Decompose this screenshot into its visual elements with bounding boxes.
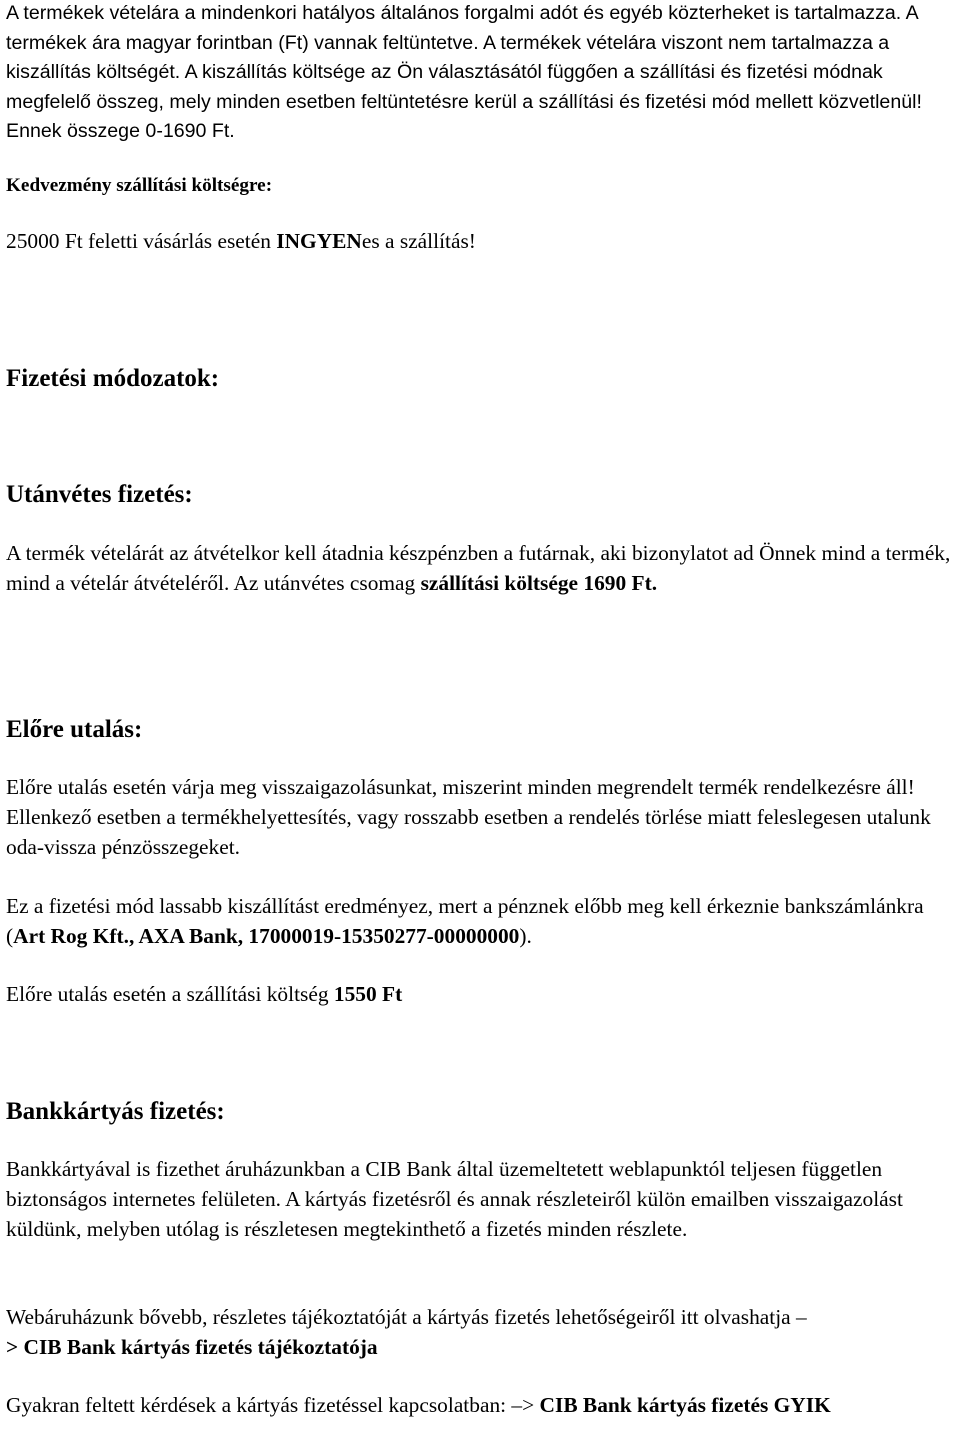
card-heading <box>6 1097 954 1127</box>
transfer-p2-close: ). <box>519 923 532 948</box>
cib-info-link[interactable] <box>6 1335 378 1359</box>
transfer-heading-text: Előre utalás: <box>6 716 143 743</box>
cib-faq-link[interactable] <box>540 1393 831 1417</box>
card-paragraph-2 <box>6 1303 954 1363</box>
card-paragraph-1: Bankkártyával is fizethet áruházunkban a CIB Bank által üzemeltetett weblapunktól teljesen független biztonságos internetes felületen. A kártyás fizetésről és annak részleteiről külön emailben visszaigazolást küldünk, melyben utólag is részletesen megtekinthető a fizetés minden részlete. <box>6 1157 903 1241</box>
discount-heading <box>6 171 954 200</box>
card-p2-text: Webáruházunk bővebb, részletes tájékoztatóját a kártyás fizetés lehetőségeiről itt olvashatja – <box>6 1305 807 1329</box>
cod-heading <box>6 480 954 510</box>
discount-heading-text: Kedvezmény szállítási költségre: <box>6 175 273 196</box>
cod-paragraph <box>6 539 954 599</box>
discount-text-after: es a szállítás! <box>361 229 476 253</box>
intro-paragraph: A termékek vételára a mindenkori hatályos általános forgalmi adót és egyéb közterheket is tartalmazza. A termékek ára magyar forintban (Ft) vannak feltüntetve. A termékek vételára viszont nem tartalmazza a kiszállítás költségét. A kiszállítás költsége az Ön választásától függően a szállítási és fizetési módnak megfelelő összeg, mely minden esetben feltüntetésre kerül a szállítási és fizetési mód mellett közvetlenül! Ennek összege 0-1690 Ft. <box>6 2 922 143</box>
cod-heading-text: Utánvétes fizetés: <box>6 481 193 508</box>
transfer-paragraph-2 <box>6 892 954 952</box>
card-heading-text: Bankkártyás fizetés: <box>6 1098 225 1125</box>
discount-paragraph <box>6 227 954 257</box>
transfer-heading <box>6 715 954 745</box>
payment-methods-heading-text: Fizetési módozatok: <box>6 365 220 392</box>
transfer-p3-text: Előre utalás esetén a szállítási költség <box>6 982 334 1006</box>
transfer-p2-text: Ez a fizetési mód lassabb kiszállítást eredményez, mert a pénznek előbb meg kell érkeznie bankszámlánkra ( <box>6 894 924 948</box>
card-paragraph-3 <box>6 1391 954 1421</box>
discount-text-before: 25000 Ft feletti vásárlás esetén <box>6 229 277 253</box>
transfer-paragraph-3 <box>6 980 954 1010</box>
cib-info-link-text[interactable]: > CIB Bank kártyás fizetés tájékoztatója <box>6 1334 378 1359</box>
transfer-shipping-cost: 1550 Ft <box>333 982 403 1006</box>
payment-methods-heading <box>6 364 954 394</box>
bank-account-details: Art Rog Kft., AXA Bank, 17000019-15350277-00000000 <box>13 923 520 948</box>
card-p3-text: Gyakran feltett kérdések a kártyás fizetéssel kapcsolatban: –> <box>6 1393 540 1417</box>
transfer-paragraph-1: Előre utalás esetén várja meg visszaigazolásunkat, miszerint minden megrendelt termék rendelkezésre áll! Ellenkező esetben a termékhelyettesítés, vagy rosszabb esetben a rendelés törlése miatt feleslegesen utalunk oda-vissza pénzösszegeket. <box>6 775 931 859</box>
cod-text: A termék vételárát az átvételkor kell átadnia készpénzben a futárnak, aki bizonylatot ad Önnek mind a termék, mind a vételár átvételéről. Az utánvétes csomag <box>6 541 951 595</box>
discount-free-label: INGYEN <box>276 229 362 253</box>
cod-shipping-cost: szállítási költsége 1690 Ft. <box>420 570 658 595</box>
cib-faq-link-text[interactable]: CIB Bank kártyás fizetés GYIK <box>539 1393 831 1417</box>
